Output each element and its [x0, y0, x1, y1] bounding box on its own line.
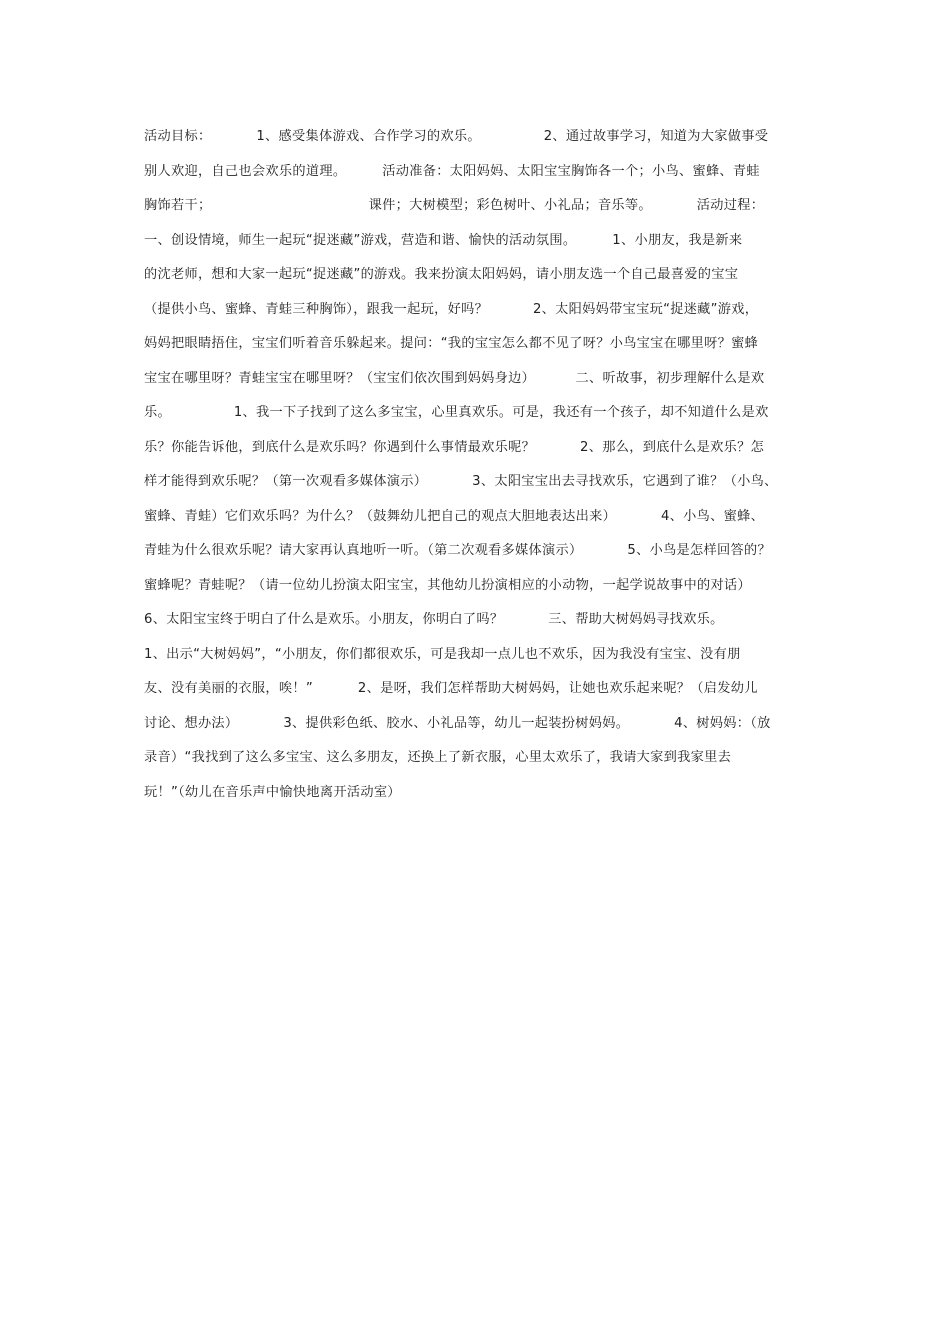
- text-line: 友、没有美丽的衣服，唉！” 2、是呀，我们怎样帮助大树妈妈，让她也欢乐起来呢？（启发幼儿: [144, 681, 758, 696]
- text-line: 6、太阳宝宝终于明白了什么是欢乐。小朋友，你明白了吗？ 三、帮助大树妈妈寻找欢乐。: [144, 612, 724, 627]
- text-line: 乐？你能告诉他，到底什么是欢乐吗？你遇到什么事情最欢乐呢？ 2、那么，到底什么是欢乐？怎: [144, 439, 765, 455]
- text-line: 的沈老师，想和大家一起玩“捉迷藏”的游戏。我来扮演太阳妈妈，请小朋友选一个自己最喜爱的宝宝: [144, 267, 739, 282]
- text-line: 活动目标： 1、感受集体游戏、合作学习的欢乐。 2、通过故事学习，知道为大家做事受: [144, 129, 769, 144]
- text-line: 乐。 1、我一下子找到了这么多宝宝，心里真欢乐。可是，我还有一个孩子，却不知道什么是欢: [144, 405, 769, 420]
- text-line: 1、出示“大树妈妈”，“小朋友，你们都很欢乐，可是我却一点儿也不欢乐，因为我没有宝宝、没有朋: [144, 646, 741, 662]
- text-line: （提供小鸟、蜜蜂、青蛙三种胸饰），跟我一起玩，好吗？ 2、太阳妈妈带宝宝玩“捉迷藏”游戏，: [144, 301, 759, 317]
- text-line: 宝宝在哪里呀？青蛙宝宝在哪里呀？（宝宝们依次围到妈妈身边） 二、听故事，初步理解什么是欢: [144, 370, 765, 386]
- lesson-plan-text: [144, 120, 808, 810]
- text-line: 样才能得到欢乐呢？（第一次观看多媒体演示） 3、太阳宝宝出去寻找欢乐，它遇到了谁？（小鸟、: [144, 474, 778, 489]
- text-line: 玩！”（幼儿在音乐声中愉快地离开活动室）: [144, 784, 401, 800]
- text-line: 青蛙为什么很欢乐呢？请大家再认真地听一听。（第二次观看多媒体演示） 5、小鸟是怎样回答的？: [144, 543, 771, 558]
- text-line: 胸饰若干； 课件；大树模型；彩色树叶、小礼品；音乐等。 活动过程：: [144, 198, 765, 213]
- text-line: 讨论、想办法） 3、提供彩色纸、胶水、小礼品等，幼儿一起装扮树妈妈。 4、树妈妈：（放: [144, 715, 771, 731]
- text-line: 录音）“我找到了这么多宝宝、这么多朋友，还换上了新衣服，心里太欢乐了，我请大家到我家里去: [144, 750, 732, 765]
- text-line: 蜜蜂、青蛙）它们欢乐吗？为什么？（鼓舞幼儿把自己的观点大胆地表达出来） 4、小鸟、蜜蜂、: [144, 508, 765, 524]
- text-line: 蜜蜂呢？青蛙呢？（请一位幼儿扮演太阳宝宝，其他幼儿扮演相应的小动物，一起学说故事中的对话）: [144, 577, 751, 593]
- text-line: 一、创设情境，师生一起玩“捉迷藏”游戏，营造和谐、愉快的活动氛围。 1、小朋友，我是新来: [144, 232, 743, 248]
- text-line: 妈妈把眼睛捂住，宝宝们听着音乐躲起来。提问：“我的宝宝怎么都不见了呀？小鸟宝宝在哪里呀？蜜蜂: [144, 336, 759, 351]
- text-line: 别人欢迎，自己也会欢乐的道理。 活动准备：太阳妈妈、太阳宝宝胸饰各一个；小鸟、蜜蜂、青蛙: [144, 163, 760, 179]
